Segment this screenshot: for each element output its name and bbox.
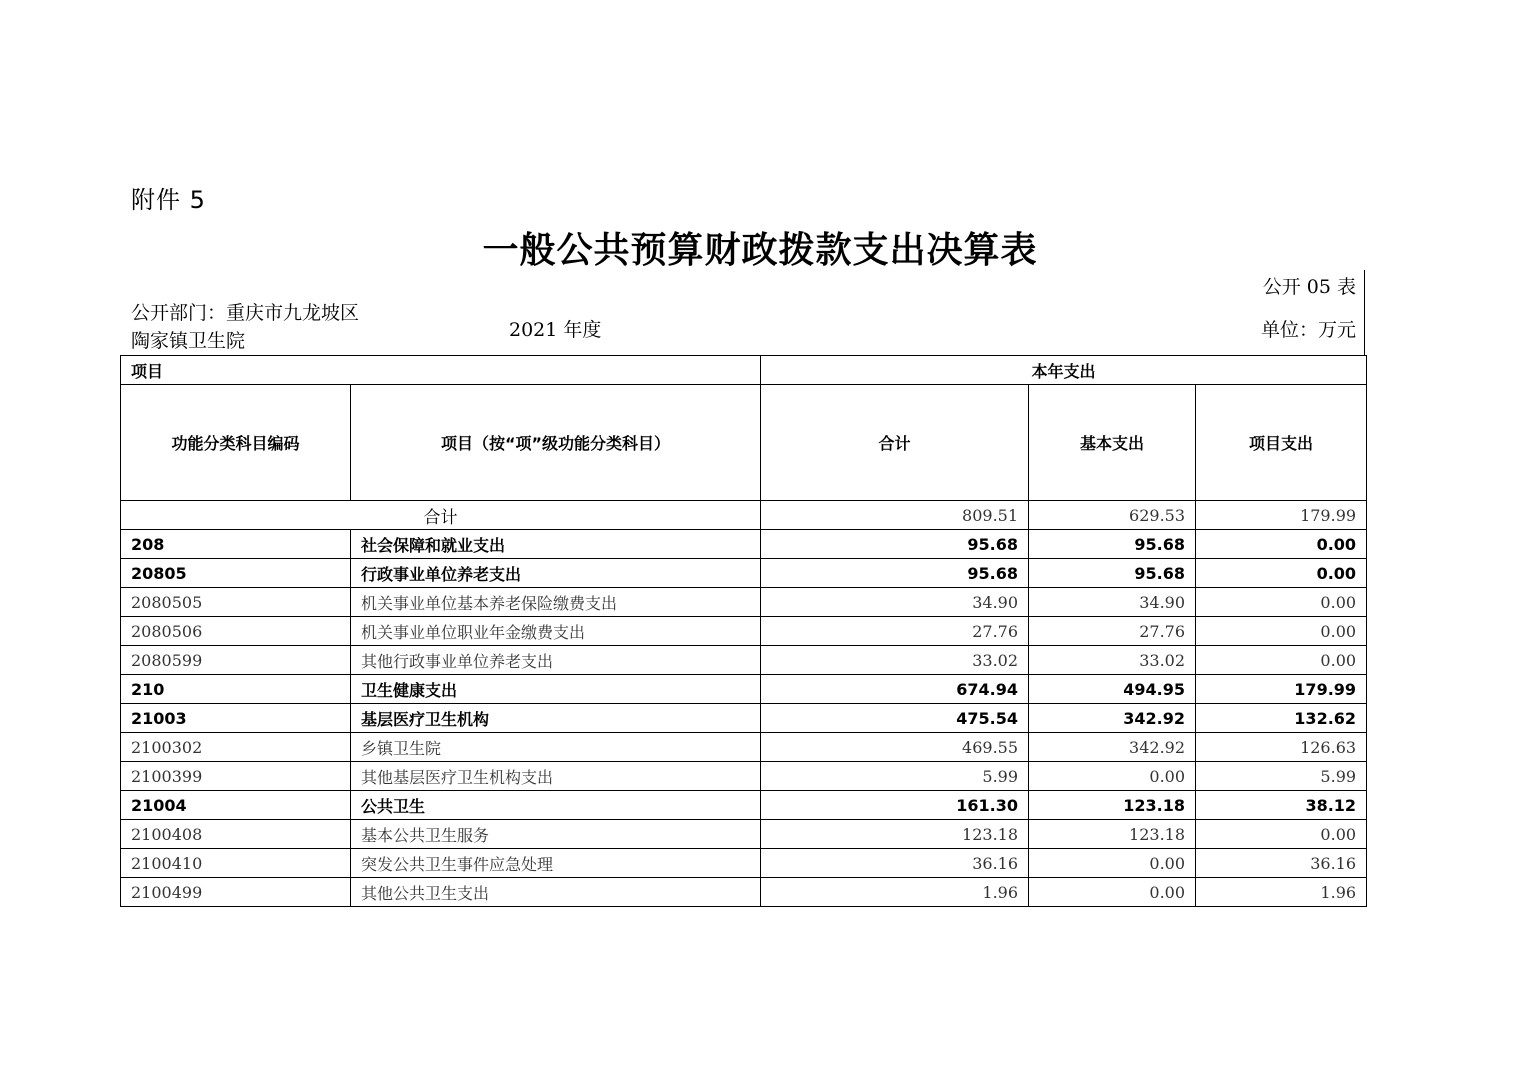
header-current-year: 本年支出	[761, 356, 1367, 385]
row-basic: 33.02	[1029, 646, 1196, 675]
total-label: 合计	[121, 501, 761, 530]
row-code: 20805	[121, 559, 351, 588]
row-code: 21003	[121, 704, 351, 733]
row-name: 其他公共卫生支出	[351, 878, 761, 907]
row-project: 0.00	[1196, 588, 1367, 617]
header-row-sub	[121, 385, 1367, 501]
row-code: 2100408	[121, 820, 351, 849]
page-title: 一般公共预算财政拨款支出决算表	[482, 229, 1038, 271]
total-basic: 629.53	[1029, 501, 1196, 530]
row-project: 38.12	[1196, 791, 1367, 820]
attachment-label: 附件 5	[131, 186, 206, 214]
row-project: 0.00	[1196, 559, 1367, 588]
row-name: 其他行政事业单位养老支出	[351, 646, 761, 675]
row-project: 5.99	[1196, 762, 1367, 791]
row-project: 132.62	[1196, 704, 1367, 733]
row-basic: 0.00	[1029, 878, 1196, 907]
department-label: 公开部门：重庆市九龙坡区陶家镇卫生院	[131, 302, 360, 352]
row-code: 2100302	[121, 733, 351, 762]
header-row-top	[121, 356, 1367, 385]
table-row	[121, 675, 1367, 704]
table-row	[121, 878, 1367, 907]
header-name: 项目（按“项”级功能分类科目）	[351, 385, 761, 501]
row-basic: 0.00	[1029, 762, 1196, 791]
row-project: 126.63	[1196, 733, 1367, 762]
row-project: 179.99	[1196, 675, 1367, 704]
header-code: 功能分类科目编码	[121, 385, 351, 501]
row-total: 123.18	[761, 820, 1029, 849]
row-project: 0.00	[1196, 530, 1367, 559]
table-row	[121, 733, 1367, 762]
row-name: 公共卫生	[351, 791, 761, 820]
expenditure-table	[120, 355, 1367, 907]
row-total: 1.96	[761, 878, 1029, 907]
row-name: 基本公共卫生服务	[351, 820, 761, 849]
header-basic: 基本支出	[1029, 385, 1196, 501]
header-project: 项目支出	[1196, 385, 1367, 501]
total-amount: 809.51	[761, 501, 1029, 530]
header-item: 项目	[121, 356, 761, 385]
row-total: 33.02	[761, 646, 1029, 675]
row-code: 2100499	[121, 878, 351, 907]
table-row	[121, 762, 1367, 791]
currency-unit: 单位：万元	[1260, 319, 1356, 341]
row-basic: 123.18	[1029, 820, 1196, 849]
row-total: 469.55	[761, 733, 1029, 762]
row-name: 社会保障和就业支出	[351, 530, 761, 559]
table-row	[121, 791, 1367, 820]
row-code: 21004	[121, 791, 351, 820]
row-code: 208	[121, 530, 351, 559]
row-code: 2100410	[121, 849, 351, 878]
table-row	[121, 820, 1367, 849]
row-total: 34.90	[761, 588, 1029, 617]
row-code: 2080506	[121, 617, 351, 646]
row-name: 其他基层医疗卫生机构支出	[351, 762, 761, 791]
row-name: 突发公共卫生事件应急处理	[351, 849, 761, 878]
row-basic: 95.68	[1029, 559, 1196, 588]
row-total: 27.76	[761, 617, 1029, 646]
row-name: 行政事业单位养老支出	[351, 559, 761, 588]
row-total: 161.30	[761, 791, 1029, 820]
header-total: 合计	[761, 385, 1029, 501]
row-basic: 342.92	[1029, 704, 1196, 733]
row-basic: 494.95	[1029, 675, 1196, 704]
row-basic: 27.76	[1029, 617, 1196, 646]
row-name: 机关事业单位职业年金缴费支出	[351, 617, 761, 646]
row-project: 0.00	[1196, 820, 1367, 849]
table-row	[121, 530, 1367, 559]
row-project: 36.16	[1196, 849, 1367, 878]
row-basic: 34.90	[1029, 588, 1196, 617]
total-row	[121, 501, 1367, 530]
row-total: 475.54	[761, 704, 1029, 733]
row-code: 2080505	[121, 588, 351, 617]
row-code: 2080599	[121, 646, 351, 675]
row-project: 0.00	[1196, 617, 1367, 646]
row-total: 95.68	[761, 530, 1029, 559]
table-row	[121, 559, 1367, 588]
row-name: 基层医疗卫生机构	[351, 704, 761, 733]
table-row	[121, 588, 1367, 617]
header-divider	[1364, 270, 1365, 356]
table-row	[121, 646, 1367, 675]
row-code: 210	[121, 675, 351, 704]
row-total: 95.68	[761, 559, 1029, 588]
row-name: 机关事业单位基本养老保险缴费支出	[351, 588, 761, 617]
row-basic: 0.00	[1029, 849, 1196, 878]
row-name: 乡镇卫生院	[351, 733, 761, 762]
row-basic: 342.92	[1029, 733, 1196, 762]
fiscal-year: 2021 年度	[509, 319, 602, 341]
row-total: 674.94	[761, 675, 1029, 704]
row-total: 36.16	[761, 849, 1029, 878]
table-row	[121, 617, 1367, 646]
table-row	[121, 849, 1367, 878]
row-project: 1.96	[1196, 878, 1367, 907]
row-project: 0.00	[1196, 646, 1367, 675]
total-project: 179.99	[1196, 501, 1367, 530]
row-total: 5.99	[761, 762, 1029, 791]
table-number: 公开 05 表	[1262, 276, 1356, 298]
row-basic: 123.18	[1029, 791, 1196, 820]
row-code: 2100399	[121, 762, 351, 791]
row-name: 卫生健康支出	[351, 675, 761, 704]
row-basic: 95.68	[1029, 530, 1196, 559]
table-row	[121, 704, 1367, 733]
